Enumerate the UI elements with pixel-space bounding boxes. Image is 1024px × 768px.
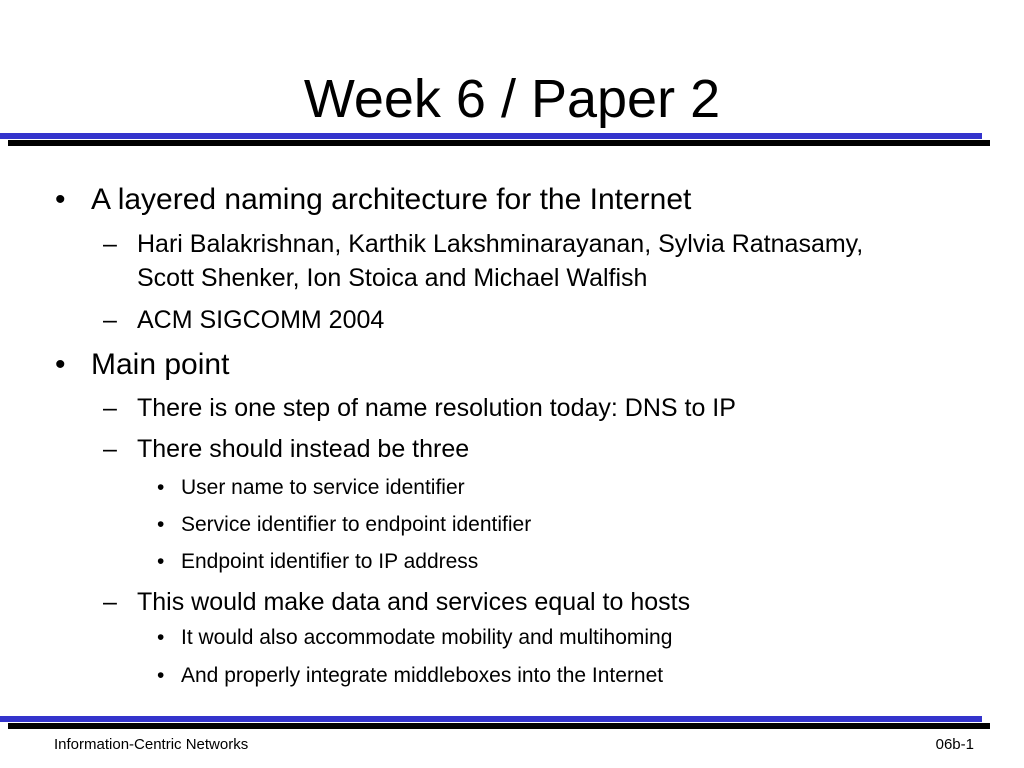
sub-bullet-marker: – <box>103 230 117 258</box>
sub-bullet-marker: – <box>103 394 117 422</box>
sub-bullet-marker: – <box>103 435 117 463</box>
footer-slide-number: 06b-1 <box>935 736 974 753</box>
sub-bullet-text: There is one step of name resolution today: DNS to IP <box>137 394 736 422</box>
sub-bullet-text: There should instead be three <box>137 435 470 463</box>
sub-bullet-text: Hari Balakrishnan, Karthik Lakshminarayanan, Sylvia Ratnasamy, <box>137 230 864 258</box>
sub-sub-bullet-marker: • <box>157 626 165 649</box>
divider-blue-bar <box>0 716 982 722</box>
bullet-marker: • <box>55 348 66 381</box>
footer-course-name: Information-Centric Networks <box>54 736 249 753</box>
sub-sub-bullet-text: And properly integrate middleboxes into the Internet <box>181 664 664 687</box>
sub-sub-bullet-text: User name to service identifier <box>181 476 465 499</box>
sub-bullet-text: Scott Shenker, Ion Stoica and Michael Walfish <box>137 264 648 292</box>
sub-sub-bullet-marker: • <box>157 476 165 499</box>
sub-sub-bullet-marker: • <box>157 664 165 687</box>
sub-sub-bullet-marker: • <box>157 550 165 573</box>
slide-title: Week 6 / Paper 2 <box>303 69 721 129</box>
bullet-text: A layered naming architecture for the Internet <box>91 183 692 216</box>
sub-bullet-marker: – <box>103 588 117 616</box>
bullet-text: Main point <box>91 348 230 381</box>
sub-sub-bullet-marker: • <box>157 513 165 536</box>
sub-bullet-text: ACM SIGCOMM 2004 <box>137 306 385 334</box>
divider-black-bar <box>8 723 990 729</box>
divider-blue-bar <box>0 133 982 139</box>
sub-bullet-text: This would make data and services equal to hosts <box>137 588 691 616</box>
sub-bullet-marker: – <box>103 306 117 334</box>
sub-sub-bullet-text: Service identifier to endpoint identifier <box>181 513 532 536</box>
divider-black-bar <box>8 140 990 146</box>
sub-sub-bullet-text: Endpoint identifier to IP address <box>181 550 479 573</box>
bullet-marker: • <box>55 183 66 216</box>
sub-sub-bullet-text: It would also accommodate mobility and multihoming <box>181 626 673 649</box>
